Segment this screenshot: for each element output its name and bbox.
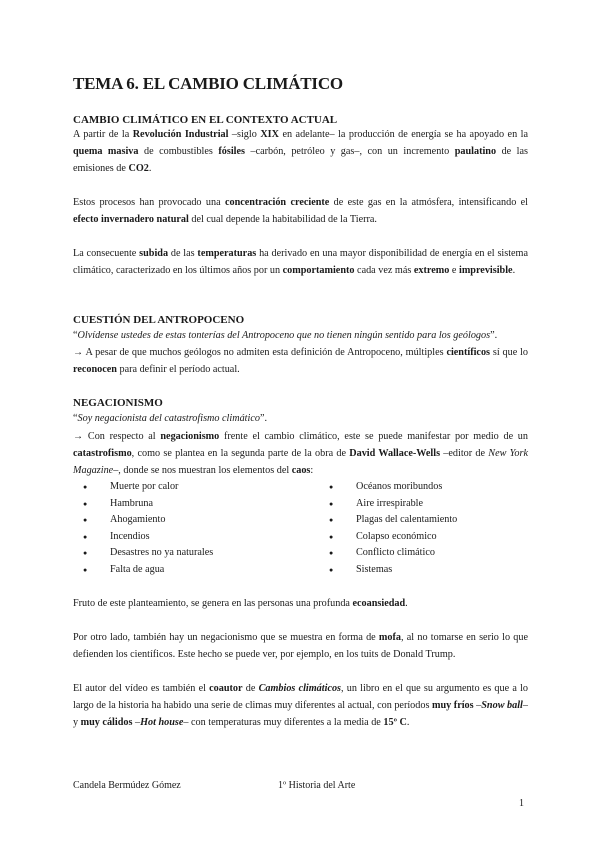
text: ha derivado en una mayor disponibilidad de energía en el sistema climático, caracterizado en los últimos años por un bbox=[73, 248, 529, 276]
paragraph-industrial-revolution bbox=[73, 126, 528, 177]
paragraph-anthropocene bbox=[73, 344, 528, 378]
paragraph-ecoanxiety bbox=[73, 595, 528, 612]
list-item: ● Colapso económico bbox=[326, 529, 457, 546]
footer-course: 1º Historia del Arte bbox=[278, 780, 356, 791]
quote-anthropocene bbox=[73, 327, 528, 344]
bold-term: quema masiva bbox=[73, 146, 139, 157]
book-title: Cambios climáticos bbox=[258, 683, 342, 694]
text: – y bbox=[73, 700, 528, 728]
list-item: ● Aire irrespirable bbox=[326, 496, 457, 513]
chaos-list-left bbox=[80, 479, 213, 579]
text: –carbón, petróleo y gas–, con un incremento bbox=[244, 146, 455, 157]
text: frente el cambio climático, este se puede manifestar por medio de un bbox=[219, 431, 528, 442]
text: . bbox=[405, 598, 408, 609]
bold-term: científicos bbox=[446, 347, 491, 358]
text: Por otro lado, también hay un negacionismo que se muestra en forma de bbox=[73, 632, 379, 643]
list-item: ● Falta de agua bbox=[80, 562, 213, 579]
text: de las emisiones de bbox=[73, 146, 529, 174]
text: , como se plantea en la segunda parte de la obra de bbox=[131, 448, 350, 459]
text: , al no tomarse en serio lo que defienden los científicos. Este hecho se puede ver, por ejemplo, en los tuits de Donald Trump. bbox=[73, 632, 528, 660]
bold-term: Revolución Industrial bbox=[132, 129, 229, 140]
quote-denialism bbox=[73, 410, 528, 427]
footer-author: Candela Bermúdez Gómez bbox=[73, 780, 181, 791]
text: . bbox=[148, 163, 152, 174]
bold-term: concentración creciente bbox=[224, 197, 330, 208]
text: para definir el período actual. bbox=[116, 364, 240, 375]
paragraph-climate-history bbox=[73, 680, 528, 731]
list-item: ● Conflicto climático bbox=[326, 545, 457, 562]
text: de combustibles bbox=[138, 146, 219, 157]
list-item: ● Ahogamiento bbox=[80, 512, 213, 529]
paragraph-temperature-rise bbox=[73, 245, 528, 279]
bold-term: mofa bbox=[378, 632, 401, 643]
text: La consecuente bbox=[73, 248, 140, 259]
list-item: ● Plagas del calentamiento bbox=[326, 512, 457, 529]
paragraph-greenhouse-effect bbox=[73, 194, 528, 228]
quote-mark: “ bbox=[73, 413, 78, 424]
bold-term: catastrofismo bbox=[73, 448, 132, 459]
bold-term: comportamiento bbox=[282, 265, 355, 276]
text: A partir de la bbox=[73, 129, 133, 140]
text: –editor de bbox=[440, 448, 489, 459]
bold-term: muy fríos bbox=[432, 700, 474, 711]
text: – bbox=[132, 717, 141, 728]
section-heading-denialism: NEGACIONISMO bbox=[73, 397, 163, 409]
text: – con temperaturas muy diferentes a la media de bbox=[183, 717, 384, 728]
bold-term: fósiles bbox=[218, 146, 245, 157]
bold-term: reconocen bbox=[73, 364, 117, 375]
text: Fruto de este planteamiento, se genera en las personas una profunda bbox=[73, 598, 353, 609]
bold-term: coautor bbox=[209, 683, 243, 694]
text: –, donde se nos muestran los elementos del bbox=[113, 465, 292, 476]
section-heading-anthropocene: CUESTIÓN DEL ANTROPOCENO bbox=[73, 314, 245, 326]
section-heading-climate-change: CAMBIO CLIMÁTICO EN EL CONTEXTO ACTUAL bbox=[73, 114, 338, 126]
bold-term: XIX bbox=[260, 129, 279, 140]
quote-text: Soy negacionista del catastrofismo climático bbox=[77, 413, 260, 424]
list-item: ● Sistemas bbox=[326, 562, 457, 579]
chaos-list-right bbox=[326, 479, 457, 579]
text: : bbox=[310, 465, 314, 476]
text: de las bbox=[168, 248, 198, 259]
text: . bbox=[512, 265, 516, 276]
bold-term: negacionismo bbox=[160, 431, 220, 442]
bold-term: muy cálidos bbox=[80, 717, 133, 728]
bold-term: ecoansiedad bbox=[352, 598, 406, 609]
quote-mark: ”. bbox=[259, 413, 268, 424]
text: cada vez más bbox=[354, 265, 414, 276]
list-item: ● Incendios bbox=[80, 529, 213, 546]
page-number: 1 bbox=[519, 798, 524, 809]
list-item: ● Desastres no ya naturales bbox=[80, 545, 213, 562]
text: → A pesar de que muchos geólogos no admiten esta definición de Antropoceno, múltiples bbox=[73, 347, 447, 358]
document-title: TEMA 6. EL CAMBIO CLIMÁTICO bbox=[73, 74, 343, 93]
italic-term: New York Magazine bbox=[73, 448, 528, 476]
bold-italic-term: Snow ball bbox=[481, 700, 523, 711]
text: sí que lo bbox=[490, 347, 528, 358]
bold-term: paulatino bbox=[454, 146, 497, 157]
bold-term: caos bbox=[291, 465, 311, 476]
text: del cual depende la habitabilidad de la Tierra. bbox=[188, 214, 377, 225]
quote-text: Olvídense ustedes de estas tonterías del Antropoceno que no tienen ningún sentido para los geólogos bbox=[77, 330, 491, 341]
bold-italic-term: Hot house bbox=[140, 717, 184, 728]
bold-term: David Wallace-Wells bbox=[349, 448, 441, 459]
text: de bbox=[242, 683, 259, 694]
bold-term: efecto invernadero natural bbox=[73, 214, 189, 225]
text: – bbox=[473, 700, 482, 711]
list-item: ● Océanos moribundos bbox=[326, 479, 457, 496]
text: en adelante– la producción de energía se ha apoyado en la bbox=[279, 129, 528, 140]
text: El autor del vídeo es también el bbox=[73, 683, 210, 694]
text: Estos procesos han provocado una bbox=[73, 197, 225, 208]
text: , un libro en el que su argumento es que a lo largo de la historia ha habido una serie de climas muy diferentes al actual, con períodos bbox=[73, 683, 528, 711]
text: . bbox=[406, 717, 410, 728]
quote-mark: ”. bbox=[490, 330, 498, 341]
paragraph-catastrophism bbox=[73, 428, 528, 479]
bold-term: imprevisible bbox=[458, 265, 513, 276]
bold-term: temperaturas bbox=[197, 248, 257, 259]
text: e bbox=[449, 265, 459, 276]
text: → Con respecto al bbox=[73, 431, 161, 442]
bold-term: CO2 bbox=[128, 163, 149, 174]
quote-mark: “ bbox=[73, 330, 78, 341]
list-item: ● Muerte por calor bbox=[80, 479, 213, 496]
bold-term: extremo bbox=[413, 265, 450, 276]
bold-term: 15º C bbox=[383, 717, 407, 728]
text: –siglo bbox=[228, 129, 261, 140]
paragraph-mockery bbox=[73, 629, 528, 663]
list-item: ● Hambruna bbox=[80, 496, 213, 513]
bold-term: subida bbox=[139, 248, 169, 259]
text: de este gas en la atmósfera, intensificando el bbox=[329, 197, 529, 208]
